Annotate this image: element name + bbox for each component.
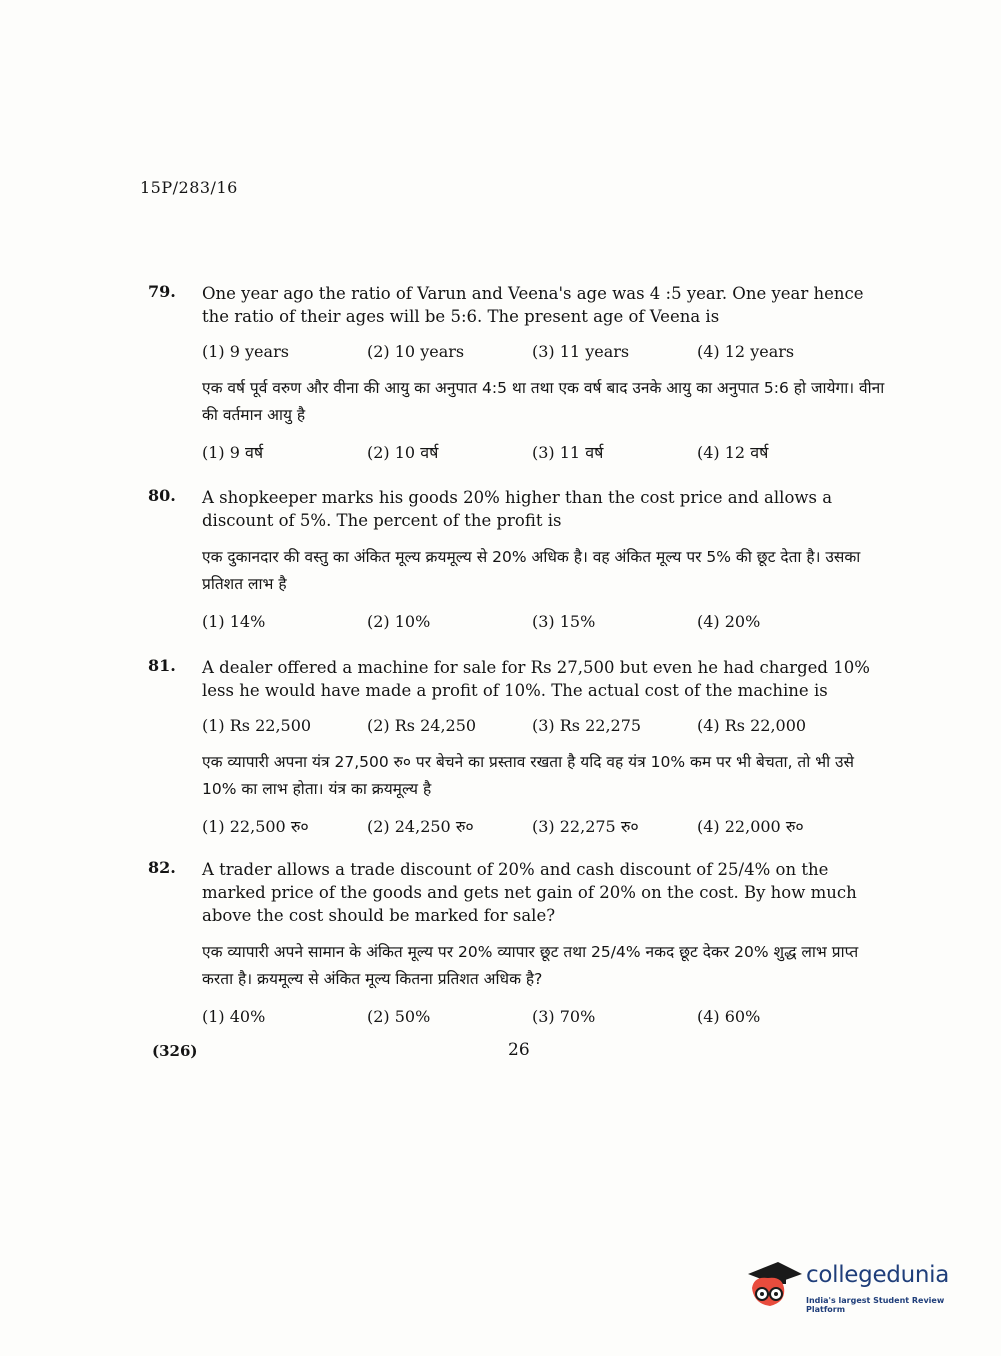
option-3: (3) 11 वर्ष [532, 443, 604, 462]
option-3: (3) Rs 22,275 [532, 716, 642, 735]
question-82 [148, 858, 888, 1028]
question-body [202, 282, 888, 464]
document-code: 15P/283/16 [140, 178, 238, 197]
option-2: (2) Rs 24,250 [367, 716, 477, 735]
question-80 [148, 486, 888, 633]
question-text-hindi: एक व्यापारी अपना यंत्र 27,500 रु० पर बेचने का प्रस्ताव रखता है यदि वह यंत्र 10% कम पर भी बेचता, तो भी उसे 10% का लाभ होता। यंत्र का क्रयमूल्य है [202, 753, 855, 798]
question-text-hindi: एक दुकानदार की वस्तु का अंकित मूल्य क्रयमूल्य से 20% अधिक है। वह अंकित मूल्य पर 5% की छूट देता है। उसका प्रतिशत लाभ है [202, 548, 861, 593]
option-4: (4) 22,000 रु० [697, 817, 804, 836]
question-number: 82. [148, 858, 176, 877]
question-text-hindi: एक वर्ष पूर्व वरुण और वीना की आयु का अनुपात 4:5 था तथा एक वर्ष बाद उनके आयु का अनुपात 5:6 हो जायेगा। वीना की वर्तमान आयु है [202, 379, 885, 424]
question-number: 79. [148, 282, 176, 301]
page-number: 26 [508, 1040, 530, 1060]
question-body [202, 486, 888, 633]
option-4: (4) Rs 22,000 [697, 716, 807, 735]
question-number: 80. [148, 486, 176, 505]
option-3: (3) 15% [532, 612, 596, 631]
option-1: (1) 40% [202, 1007, 266, 1026]
question-number: 81. [148, 656, 176, 675]
options-english [202, 714, 888, 737]
option-2: (2) 10% [367, 612, 431, 631]
question-body [202, 656, 888, 838]
option-3: (3) 70% [532, 1007, 596, 1026]
brand-name: collegedunia [806, 1262, 950, 1288]
question-text-english: A shopkeeper marks his goods 20% higher than the cost price and allows a discount of 5%. The percent of the profit is [202, 488, 833, 530]
question-text-english: A dealer offered a machine for sale for Rs 27,500 but even he had charged 10% less he would have made a profit of 10%. The actual cost of the machine is [202, 658, 870, 700]
option-4: (4) 12 वर्ष [697, 443, 769, 462]
option-4: (4) 20% [697, 612, 761, 631]
option-2: (2) 50% [367, 1007, 431, 1026]
student-mascot-icon [744, 1254, 804, 1314]
options-english [202, 340, 888, 363]
question-text-english: One year ago the ratio of Varun and Veena's age was 4 :5 year. One year hence the ratio of their ages will be 5:6. The present age of Veena is [202, 284, 864, 326]
brand-tagline: India's largest Student Review Platform [806, 1296, 945, 1314]
option-4: (4) 12 years [697, 342, 795, 361]
option-3: (3) 22,275 रु० [532, 817, 639, 836]
question-81 [148, 656, 888, 838]
brand-logo [744, 1254, 974, 1314]
option-2: (2) 24,250 रु० [367, 817, 474, 836]
question-text-hindi: एक व्यापारी अपने सामान के अंकित मूल्य पर 20% व्यापार छूट तथा 25/4% नकद छूट देकर 20% शुद्ध लाभ प्राप्त करता है। क्रयमूल्य से अंकित मूल्य कितना प्रतिशत अधिक है? [202, 943, 859, 988]
option-1: (1) Rs 22,500 [202, 716, 312, 735]
option-2: (2) 10 years [367, 342, 465, 361]
option-4: (4) 60% [697, 1007, 761, 1026]
option-1: (1) 9 years [202, 342, 289, 361]
options [202, 610, 888, 633]
option-1: (1) 14% [202, 612, 266, 631]
option-2: (2) 10 वर्ष [367, 443, 439, 462]
question-body [202, 858, 888, 1028]
footer-code: (326) [152, 1042, 198, 1060]
option-1: (1) 22,500 रु० [202, 817, 309, 836]
option-3: (3) 11 years [532, 342, 630, 361]
question-text-english: A trader allows a trade discount of 20% and cash discount of 25/4% on the marked price of the goods and gets net gain of 20% on the cost. By how much above the cost should be marked for sale? [202, 860, 857, 925]
options-hindi [202, 441, 888, 464]
question-79 [148, 282, 888, 464]
options-hindi [202, 815, 888, 838]
option-1: (1) 9 वर्ष [202, 443, 264, 462]
options [202, 1005, 888, 1028]
